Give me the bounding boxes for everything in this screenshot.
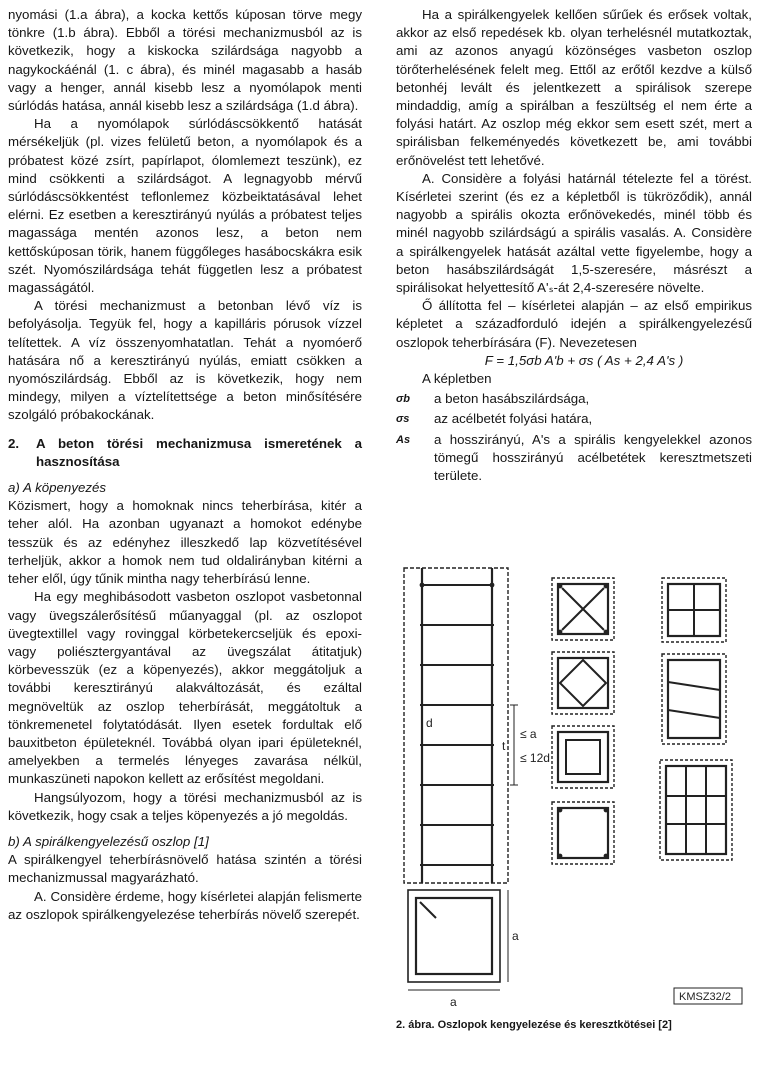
paragraph: A. Considère érdeme, hogy kísérletei alapján felismerte az oszlopok spirálkengyelezése teherbírás növelő szerepét. bbox=[8, 888, 362, 922]
definition-item bbox=[396, 390, 752, 408]
section-title: A beton törési mechanizmusa ismeretének a hasznosítása bbox=[36, 435, 362, 469]
column-reinforcement-figure bbox=[396, 560, 752, 1050]
double-hoop-section-drawing bbox=[552, 726, 614, 788]
paragraph: Ha a spirálkengyelek kellően sűrűek és erősek voltak, akkor az első repedések kb. olyan terhelésnél mutatkoztak, ami az azonos anyagú közönséges vasbeton oszlop törőterhelésének felelt meg. Ettől az erőtől kezdve a külső betonhéj levált és jelentkezett a spirálisok szerepe mindaddig, amíg a spirálban a feszültség el nem érte a folyási határt. Az oszlop még ekkor sem esett szét, mert a spirálisban felkeményedés következett be, ami további erőnövelést tett lehetővé. bbox=[396, 7, 752, 168]
paragraph: Ő állította fel – kísérletei alapján – az első empirikus képletet a századforduló idején a spirálkengyelezésű oszlopok teherbírására (F). Nevezetesen bbox=[396, 298, 752, 350]
cross-bar-section-drawing bbox=[662, 578, 726, 642]
figure-tag: KMSZ32/2 bbox=[679, 991, 731, 1003]
formula-intro: A képletben bbox=[422, 371, 492, 387]
paragraph: A spirálkengyel teherbírásnövelő hatása szintén a törési mechanizmussal magyarázható. bbox=[8, 852, 362, 886]
grid-tie-section-drawing bbox=[660, 760, 732, 860]
dim-le-12d-label: ≤ 12d bbox=[520, 751, 550, 765]
figure-caption: 2. ábra. Oszlopok kengyelezése és keresztkötései [2] bbox=[396, 1019, 672, 1031]
definition-text: a beton hasábszilárdsága, bbox=[434, 391, 590, 407]
section-number: 2. bbox=[8, 435, 20, 451]
right-column bbox=[396, 6, 752, 485]
paragraph: A törési mechanizmust a betonban lévő víz is befolyásolja. Tegyük fel, hogy a kapilláris pórusok vízzel telítettek. A víz összenyomhatatlan. Tehát a nyomóerő hatására nő a keresztirányú nyúlás, emiatt csökken a nyomószilárdság. Ebből az is következik, hogy nem mindegy, milyen a víztelítettsége a beton minősítésére szolgáló próbakockának. bbox=[8, 298, 362, 423]
paragraph: Ha egy meghibásodott vasbeton oszlopot vasbetonnal vagy üvegszálerősítésű műanyaggal (pl. az oszlopot üvegtextillel vagy rovinggal körbetekercseljük és epoxi- vagy poliésztergyantával az üvegszálat átitatjuk) körbevesszük (ez a köpenyezés), akkor meggátoljuk a további keresztirányú alakváltozását, és ezáltal megnöveltük az oszlop teherbírását, meggátoltuk a tönkremenetel folytatódását. Ilyen esetek fordultak elő bauxitbeton épületeknél. Továbbá olyan ipari épületeknél, amelyekben a termelés lényeges zavarása nélkül, munkaszüneti napokon kellett az erősítést megoldani. bbox=[8, 589, 362, 787]
paragraph: nyomási (1.a ábra), a kocka kettős kúposan törve megy tönkre (1.b ábra). Ebből a törési mechanizmusból az is következik, hogy a kiskocka szilárdsága nagyobb a nagykockáénál (1. c ábra), és minél magasabb a hasáb vagy a henger, annál kisebb lesz a nyomólapok menti súrlódás hatása, annál kisebb lesz a szilárdsága (1.d ábra). bbox=[8, 7, 362, 114]
definition-symbol: σb bbox=[396, 393, 411, 406]
paragraph: Ha a nyomólapok súrlódáscsökkentő hatását mérsékeljük (pl. vizes felületű beton, a nyomólapok és a próbatest közé zsírt, papírlapot, ólomlemezt teszünk), ez mind csökkenti a szilárdságot. A legnagyobb mérvű súrlódáscsökkentést teflonlemez közbeiktatásával lehet elérni. Ez esetben a keresztirányú nyúlás a próbatest teljes magassága mentén azonos lesz, a beton nem kettőskúposan törik, hanem függőleges hasábocskákra esik szét. Nyomószilárdsága tehát független lesz a próbatest magasságától. bbox=[8, 116, 362, 296]
definition-item bbox=[396, 431, 752, 486]
column-elevation-drawing bbox=[404, 568, 518, 883]
paragraph: A. Considère a folyási határnál tételezte fel a törést. Kísérletei szerint (és ez a képletből is tükröződik), annál nagyobb a spirális okozta erőnövekedés, minél több és minél nagyobb szilárdságú a spirális vasalás. A. Considère a spirálkengyelek hatását azáltal vette figyelembe, hogy a beton hasábszilárdságát 1,5-szeresére, másrészt a spirálisokat helyettesítő A'ₛ-át 2,4-szeresére növelte. bbox=[396, 170, 752, 296]
definition-text: a hosszirányú, A's a spirális kengyelekkel azonos tömegű hosszirányú acélbetétek keresztmetszeti területe. bbox=[434, 431, 752, 484]
definition-symbol: As bbox=[396, 433, 411, 446]
subsection-title: b) A spirálkengyelezésű oszlop [1] bbox=[8, 833, 209, 849]
subsection-title: a) A köpenyezés bbox=[8, 480, 107, 496]
dim-t-label: t bbox=[502, 739, 506, 753]
definition-symbol: σs bbox=[396, 413, 410, 426]
diamond-tie-section-drawing bbox=[552, 652, 614, 714]
left-column bbox=[8, 6, 362, 924]
section-heading bbox=[8, 435, 362, 471]
dim-d-label: d bbox=[426, 716, 433, 730]
definition-item bbox=[396, 410, 752, 428]
dim-a-side-label: a bbox=[512, 929, 519, 943]
definition-text: az acélbetét folyási határa, bbox=[434, 411, 593, 427]
rectangular-ties-section-drawing bbox=[662, 654, 726, 744]
paragraph: Közismert, hogy a homoknak nincs teherbírása, kitér a teher alól. Ha azonban ugyanazt a homokot edénybe tesszük és az edényhez illeszkedő lap közvetítésével terheljük, akkor a homok nem tud oldalirányban kitérni a teher elől, úgy tűnik mintha nagy teherbírású lenne. bbox=[8, 498, 362, 587]
paragraph: Hangsúlyozom, hogy a törési mechanizmusból az is következik, hogy csak a teljes köpenyezés a jó megoldás. bbox=[8, 789, 362, 823]
dim-a-bottom-label: a bbox=[450, 995, 457, 1009]
detail-section-drawing bbox=[408, 890, 508, 990]
formula: F = 1,5σb A'b + σs ( As + 2,4 A's ) bbox=[484, 352, 684, 368]
dim-le-a-label: ≤ a bbox=[520, 727, 537, 741]
